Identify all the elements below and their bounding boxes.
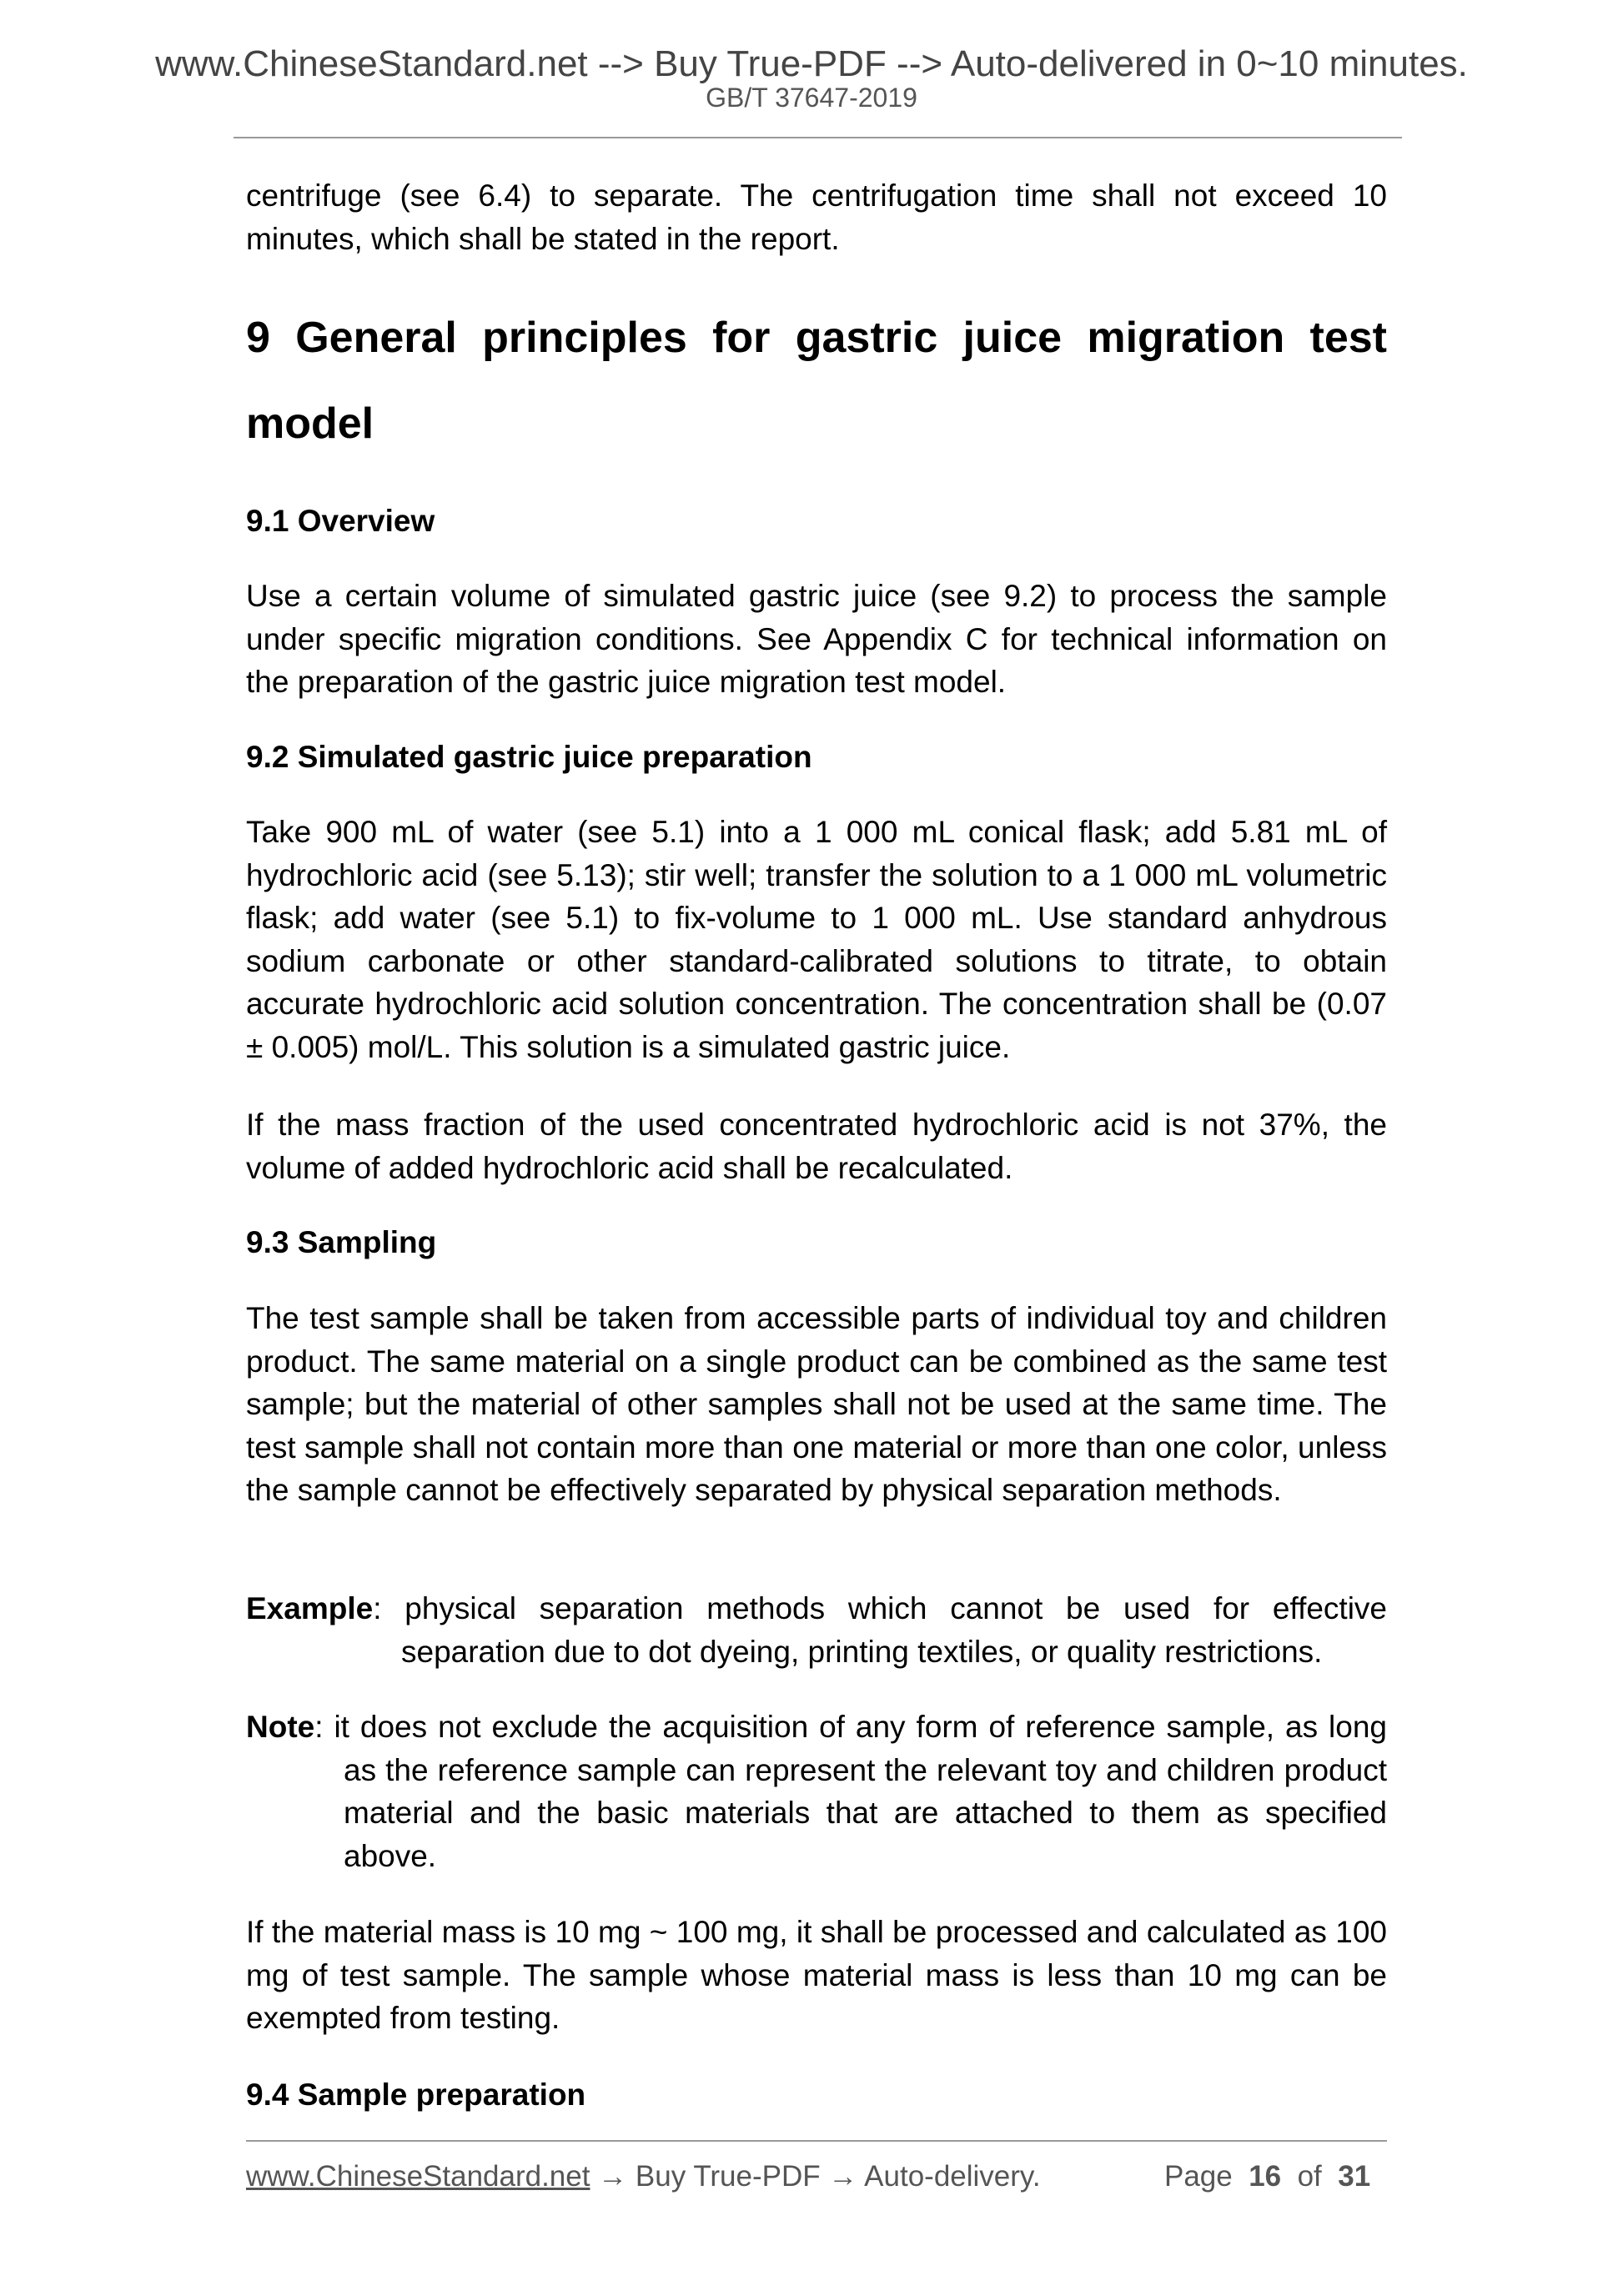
paragraph: Take 900 mL of water (see 5.1) into a 1 000 mL conical flask; add 5.81 mL of hydrochloric acid (see 5.13); stir well; transfer the solution to a 1 000 mL volumetric flask; add water (see 5.1) to fix-volume to 1 000 mL. Use standard anhydrous sodium carbonate or other standard-calibrated solutions to titrate, to obtain accurate hydrochloric acid solution concentration. The concentration shall be (0.07 ± 0.005) mol/L. This solution is a simulated gastric juice. [246,815,1387,1064]
paragraph: Use a certain volume of simulated gastric juice (see 9.2) to process the sample under specific migration conditions. See Appendix C for technical information on the preparation of the gastric juice migration test model. [246,579,1387,699]
subsection-heading: 9.2 Simulated gastric juice preparation [246,740,812,774]
header-banner: www.ChineseStandard.net --> Buy True-PDF --> Auto-delivered in 0~10 minutes. [155,43,1468,84]
paragraph: The test sample shall be taken from accessible parts of individual toy and children product. The same material on a single product can be combined as the same test sample; but the material of other samples shall not be used at the same time. The test sample shall not contain more than one material or more than one color, unless the sample cannot be effectively separated by physical separation methods. [246,1301,1387,1507]
subsection-heading: 9.1 Overview [246,504,435,538]
subsection-heading: 9.4 Sample preparation [246,2077,586,2112]
paragraph: centrifuge (see 6.4) to separate. The centrifugation time shall not exceed 10 minutes, which shall be stated in the report. [246,178,1387,256]
page-total: 31 [1338,2160,1371,2193]
page-number: 16 [1249,2160,1282,2193]
footer-text [246,2160,1041,2193]
standard-number: GB/T 37647-2019 [706,83,917,113]
subsection-heading: 9.3 Sampling [246,1225,437,1259]
page-indicator [1164,2160,1370,2193]
section-heading: 9 General principles for gastric juice migration test model [246,314,1387,448]
example-block [246,1587,1387,1673]
example-label: Example [246,1591,374,1625]
header-divider [234,137,1402,138]
footer-link[interactable]: www.ChineseStandard.net [246,2160,590,2193]
paragraph: If the material mass is 10 mg ~ 100 mg, it shall be processed and calculated as 100 mg of test sample. The sample whose material mass is less than 10 mg can be exempted from testing. [246,1915,1387,2035]
of-label: of [1297,2160,1322,2193]
note-label: Note [246,1710,315,1744]
footer-rest: → Buy True-PDF → Auto-delivery. [590,2160,1041,2193]
page-label: Page [1164,2160,1233,2193]
paragraph: If the mass fraction of the used concentrated hydrochloric acid is not 37%, the volume of added hydrochloric acid shall be recalculated. [246,1108,1387,1185]
footer-divider [246,2140,1387,2142]
note-block [246,1706,1387,1877]
note-text: : it does not exclude the acquisition of any form of reference sample, as long as the reference sample can represent the relevant toy and children product material and the basic materials that are attached to them as specified above. [314,1710,1387,1873]
example-text: : physical separation methods which cannot be used for effective separation due to dot dyeing, printing textiles, or quality restrictions. [373,1591,1387,1669]
